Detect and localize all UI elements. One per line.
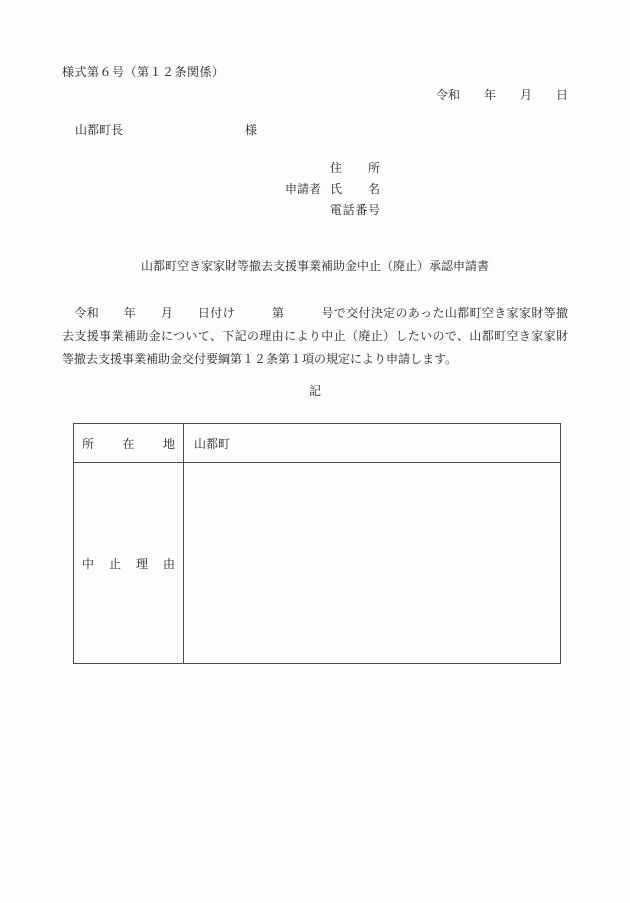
location-label-cell: 所 在 地 <box>74 424 184 463</box>
reason-label-cell: 中 止 理 由 <box>74 463 184 664</box>
addressee-honorific: 様 <box>245 123 258 137</box>
applicant-block <box>285 158 568 221</box>
addressee-line <box>62 122 568 138</box>
date-line: 令和 年 月 日 <box>435 88 568 102</box>
table-row-reason <box>74 463 561 664</box>
location-value-cell: 山都町 <box>184 424 561 463</box>
addressee: 山都町長 <box>75 123 124 137</box>
ki-heading: 記 <box>308 384 321 398</box>
body-line-1: 令和 年 月 日付け 第 号で交付決定のあった山都町空き家家財等撤 <box>62 306 568 320</box>
applicant-label: 申請者 <box>285 182 322 196</box>
body-paragraph <box>62 302 568 371</box>
table-row-location <box>74 424 561 463</box>
body-line-2: 去支援事業補助金について、下記の理由により中止（廃止）したいので、山都町空き家家財 <box>62 329 568 343</box>
applicant-address-label: 住 所 <box>330 161 380 175</box>
applicant-fields <box>330 158 380 221</box>
applicant-name-label: 氏 名 <box>330 182 380 196</box>
reason-value-cell <box>184 463 561 664</box>
document-title: 山都町空き家家財等撤去支援事業補助金中止（廃止）承認申請書 <box>140 259 489 273</box>
detail-table <box>73 423 561 664</box>
body-line-3: 等撤去支援事業補助金交付要綱第１２条第１項の規定により申請します。 <box>62 352 458 366</box>
applicant-phone-label: 電話番号 <box>330 203 380 217</box>
form-number: 様式第６号（第１２条関係） <box>62 65 225 79</box>
